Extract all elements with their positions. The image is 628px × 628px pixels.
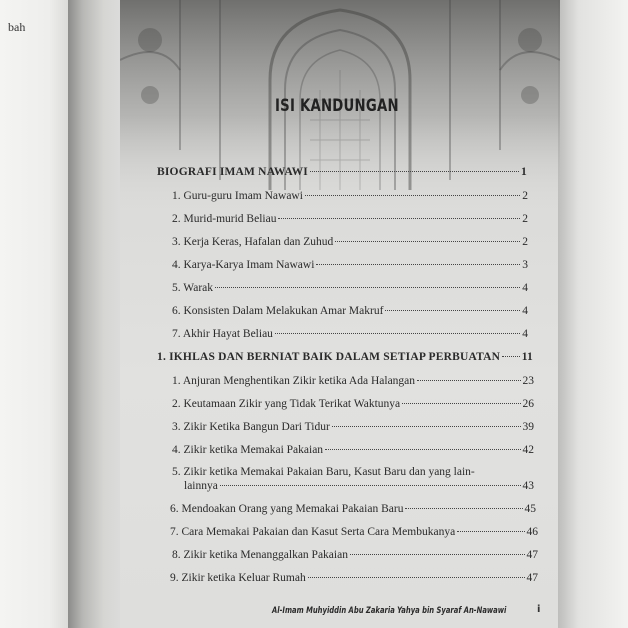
toc-item-page: 47: [526, 549, 538, 561]
toc-item[interactable]: [170, 572, 538, 585]
dot-leader: [335, 241, 520, 242]
toc-item[interactable]: [170, 526, 538, 539]
dot-leader: [350, 554, 525, 555]
toc-item-label: 1. Guru-guru Imam Nawawi: [172, 190, 303, 202]
dot-leader: [308, 577, 525, 578]
left-page: [0, 0, 70, 628]
toc-item[interactable]: [170, 503, 536, 516]
dot-leader: [316, 264, 520, 265]
toc-section-heading[interactable]: [157, 351, 533, 364]
dot-leader: [402, 403, 520, 404]
toc-item-label: 7. Cara Memakai Pakaian dan Kasut Serta Cara Membukanya: [170, 526, 456, 538]
book-gutter: [68, 0, 128, 628]
toc-item-label: 3. Zikir Ketika Bangun Dari Tidur: [172, 421, 330, 433]
toc-heading-label: BIOGRAFI IMAM NAWAWI: [157, 166, 308, 178]
toc-heading-page: 1: [521, 166, 527, 178]
toc-item-label: 6. Mendoakan Orang yang Memakai Pakaian Baru: [170, 503, 404, 515]
dot-leader: [278, 218, 520, 219]
toc-item-label: 5. Warak: [172, 282, 214, 294]
toc-item[interactable]: [172, 236, 528, 249]
toc-item-label: 2. Murid-murid Beliau: [172, 213, 277, 225]
toc-item-label: 4. Karya-Karya Imam Nawawi: [172, 259, 315, 271]
toc-item-page: 4: [522, 328, 528, 340]
dot-leader: [305, 195, 520, 196]
page-footer: Al-Imam Muhyiddin Abu Zakaria Yahya bin Syaraf An-Nawawi: [272, 606, 507, 616]
dot-leader: [325, 449, 520, 450]
toc-item[interactable]: [172, 213, 528, 226]
dot-leader: [332, 426, 521, 427]
toc-section-heading[interactable]: [157, 166, 527, 179]
toc-item-label: 3. Kerja Keras, Hafalan dan Zuhud: [172, 236, 334, 248]
toc-item-page: 2: [522, 236, 528, 248]
dot-leader: [275, 333, 520, 334]
toc-item-label: 7. Akhir Hayat Beliau: [172, 328, 273, 340]
toc-item-page: 45: [524, 503, 536, 515]
toc-item-label-wrapped[interactable]: 5. Zikir ketika Memakai Pakaian Baru, Kasut Baru dan yang lain-: [172, 466, 475, 478]
dot-leader: [310, 171, 519, 172]
toc-item-page: 4: [522, 282, 528, 294]
toc-item-page: 3: [522, 259, 528, 271]
toc-item-page: 39: [522, 421, 534, 433]
dot-leader: [417, 380, 520, 381]
toc-item-page: 26: [522, 398, 534, 410]
toc-item[interactable]: [172, 190, 528, 203]
toc-item-page: 47: [526, 572, 538, 584]
toc-item-page: 2: [522, 213, 528, 225]
toc-item-page: 43: [522, 480, 534, 492]
dot-leader: [220, 485, 521, 486]
toc-item-label-continued: lainnya: [184, 480, 218, 492]
toc-item-label: 2. Keutamaan Zikir yang Tidak Terikat Waktunya: [172, 398, 401, 410]
toc-heading-label: 1. IKHLAS DAN BERNIAT BAIK DALAM SETIAP PERBUATAN: [157, 351, 501, 363]
toc-item-label: 9. Zikir ketika Keluar Rumah: [170, 572, 306, 584]
toc-item[interactable]: [172, 549, 538, 562]
toc-item[interactable]: [184, 480, 534, 493]
toc-item[interactable]: [172, 259, 528, 272]
page-title: ISI KANDUNGAN: [275, 96, 399, 116]
toc-heading-page: 11: [521, 351, 533, 363]
right-page-edge: [558, 0, 628, 628]
dot-leader: [502, 356, 520, 357]
toc-item[interactable]: [172, 421, 534, 434]
dot-leader: [457, 531, 524, 532]
toc-item-page: 23: [522, 375, 534, 387]
toc-item-page: 42: [522, 444, 534, 456]
toc-item[interactable]: [172, 398, 534, 411]
toc-item[interactable]: [172, 282, 528, 295]
toc-item[interactable]: [172, 444, 534, 457]
toc-item-label: 1. Anjuran Menghentikan Zikir ketika Ada Halangan: [172, 375, 416, 387]
toc-item[interactable]: [172, 328, 528, 341]
toc-item[interactable]: [172, 305, 528, 318]
dot-leader: [215, 287, 520, 288]
left-page-text-fragment: bah: [8, 20, 26, 34]
dot-leader: [405, 508, 522, 509]
footer-page-number: i: [537, 604, 541, 615]
dot-leader: [385, 310, 520, 311]
toc-item-label: 8. Zikir ketika Menanggalkan Pakaian: [172, 549, 348, 561]
toc-item-page: 2: [522, 190, 528, 202]
toc-item-label: 4. Zikir ketika Memakai Pakaian: [172, 444, 324, 456]
toc-item-label: 6. Konsisten Dalam Melakukan Amar Makruf: [172, 305, 384, 317]
toc-item-page: 46: [526, 526, 538, 538]
toc-item-page: 4: [522, 305, 528, 317]
toc-item[interactable]: [172, 375, 534, 388]
